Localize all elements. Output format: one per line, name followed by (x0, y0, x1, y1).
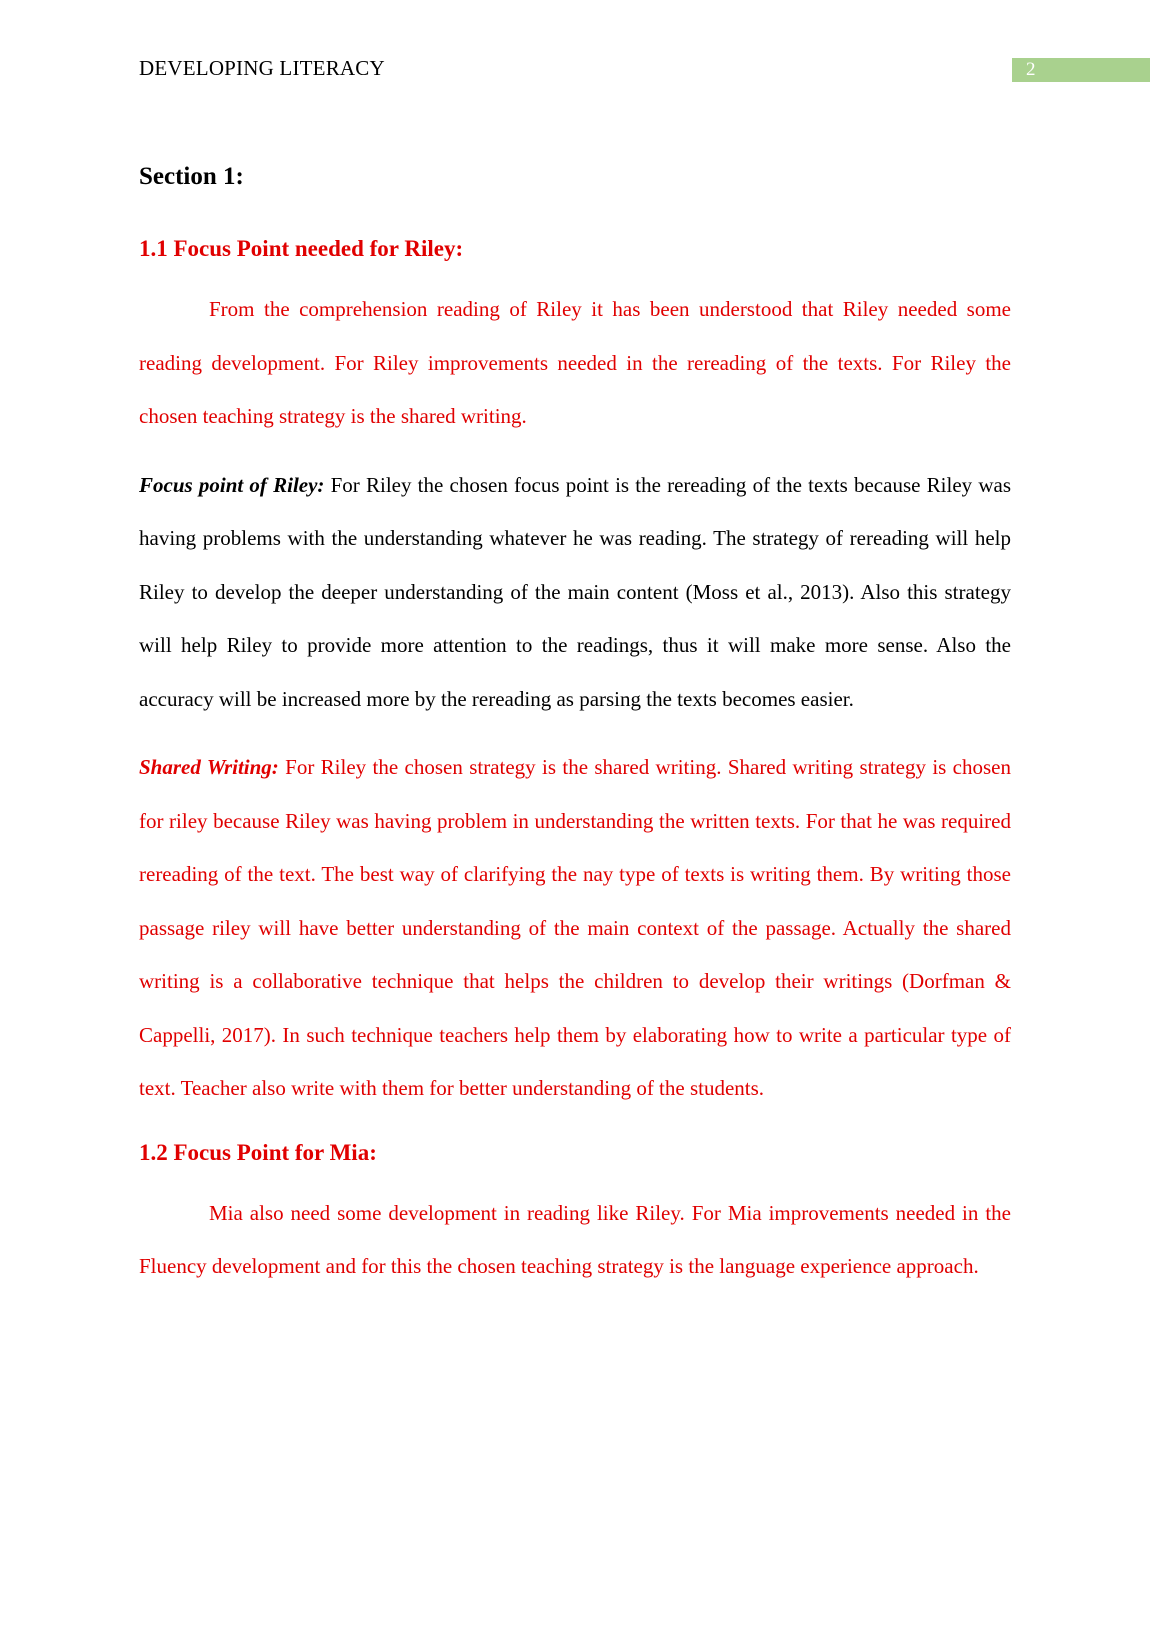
riley-intro-paragraph: From the comprehension reading of Riley it has been understood that Riley needed some reading development. For Riley improvements needed in the rereading of the texts. For Riley the chosen teaching strategy is the shared writing. (139, 297, 1011, 428)
page-number: 2 (1026, 59, 1036, 80)
mia-intro-paragraph: Mia also need some development in reading like Riley. For Mia improvements needed in the Fluency development and for this the chosen teaching strategy is the language experience approach. (139, 1200, 1011, 1278)
section-title: Section 1: (139, 163, 244, 190)
riley-focus-paragraph (139, 459, 1011, 727)
page-number-badge (1012, 58, 1150, 82)
document-body (139, 155, 1011, 1294)
shared-writing-text: For Riley the chosen strategy is the shared writing. Shared writing strategy is chosen for riley because Riley was having problem in understanding the written texts. For that he was required rereading of the text. The best way of clarifying the nay type of texts is writing them. By writing those passage riley will have better understanding of the main context of the passage. Actually the shared writing is a collaborative technique that helps the children to develop their writings (Dorfman & Cappelli, 2017). In such technique teachers help them by elaborating how to write a particular type of text. Teacher also write with them for better understanding of the students. (139, 755, 1011, 1100)
riley-focus-text: For Riley the chosen focus point is the rereading of the texts because Riley was having problems with the understanding whatever he was reading. The strategy of rereading will help Riley to develop the deeper understanding of the main content (Moss et al., 2013). Also this strategy will help Riley to provide more attention to the readings, thus it will make more sense. Also the accuracy will be increased more by the rereading as parsing the texts becomes easier. (139, 472, 1011, 711)
riley-heading: 1.1 Focus Point needed for Riley: (139, 236, 464, 261)
riley-focus-label: Focus point of Riley: (139, 472, 325, 497)
mia-heading: 1.2 Focus Point for Mia: (139, 1139, 377, 1165)
shared-writing-label: Shared Writing: (139, 755, 279, 779)
shared-writing-paragraph (139, 741, 1011, 1116)
running-head: DEVELOPING LITERACY (139, 56, 385, 80)
